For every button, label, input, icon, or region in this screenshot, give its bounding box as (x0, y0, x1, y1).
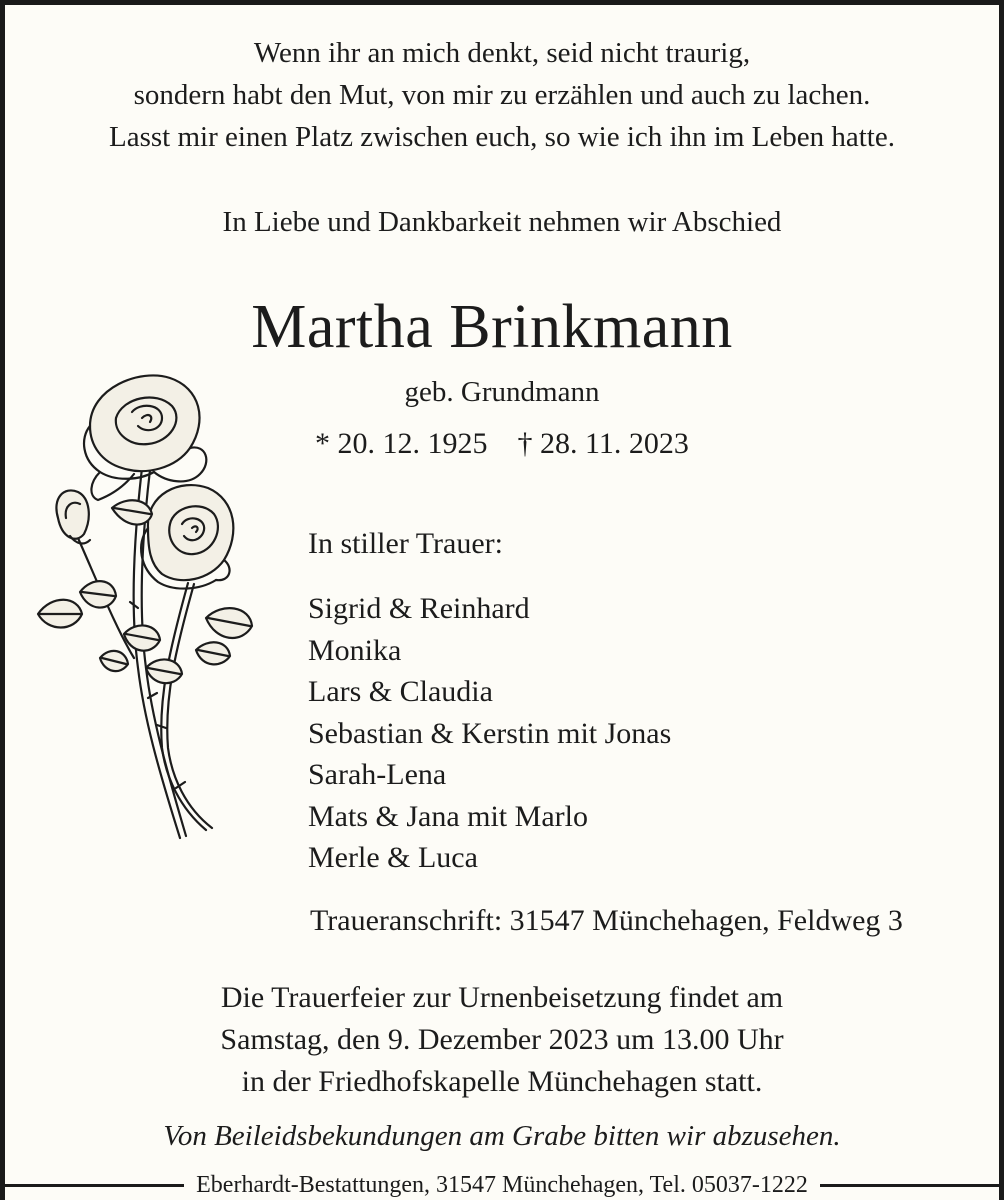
service-line: in der Friedhofskapelle Münchehagen statt. (241, 1065, 763, 1098)
rose-illustration-icon (30, 368, 270, 868)
deceased-name: Martha Brinkmann (251, 293, 733, 361)
mourner-name: Lars & Claudia (308, 675, 493, 708)
maiden-name: geb. Grundmann (404, 376, 600, 408)
mourners-block (308, 522, 671, 879)
mourner-name: Sarah-Lena (308, 758, 447, 791)
mourners-list (308, 588, 671, 879)
farewell-line: In Liebe und Dankbarkeit nehmen wir Abschied (222, 206, 782, 238)
mourner-name: Mats & Jana mit Marlo (308, 799, 588, 833)
poem (0, 32, 1004, 158)
poem-line: sondern habt den Mut, von mir zu erzählen und auch zu lachen. (133, 79, 871, 111)
service-details (0, 977, 1004, 1103)
mourner-name: Sigrid & Reinhard (308, 592, 530, 625)
mourning-address: Traueranschrift: 31547 Münchehagen, Feldweg 3 (310, 904, 903, 937)
mourner-name: Monika (308, 633, 402, 667)
poem-line: Wenn ihr an mich denkt, seid nicht traurig, (253, 37, 751, 69)
death-date: † 28. 11. 2023 (517, 427, 689, 460)
mourner-name: Sebastian & Kerstin mit Jonas (308, 716, 672, 750)
funeral-home-footer (0, 1170, 1004, 1200)
service-line: Samstag, den 9. Dezember 2023 um 13.00 Uhr (220, 1023, 784, 1056)
condolence-notice: Von Beileidsbekundungen am Grabe bitten wir abzusehen. (163, 1120, 841, 1152)
funeral-home-contact: Eberhardt-Bestattungen, 31547 Münchehagen, Tel. 05037-1222 (196, 1171, 808, 1198)
mourner-name: Merle & Luca (308, 841, 478, 874)
birth-date: * 20. 12. 1925 (315, 427, 488, 460)
footer-rule-right (820, 1184, 1004, 1187)
poem-line: Lasst mir einen Platz zwischen euch, so wie ich ihn im Leben hatte. (109, 121, 895, 153)
service-line: Die Trauerfeier zur Urnenbeisetzung findet am (220, 981, 784, 1014)
footer-rule-left (0, 1184, 184, 1187)
mourners-heading: In stiller Trauer: (308, 527, 503, 560)
